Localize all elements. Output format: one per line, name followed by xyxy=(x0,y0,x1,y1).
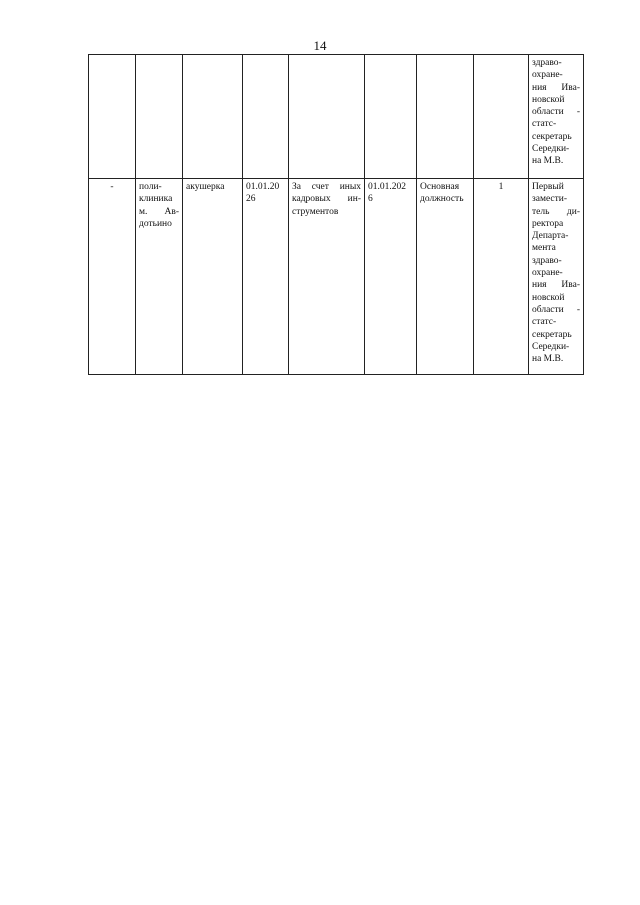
text-line: 26 xyxy=(246,194,256,205)
text-line: струментов xyxy=(292,206,339,217)
text-line: охране- xyxy=(532,70,563,81)
text-line: м. Ав- xyxy=(139,206,179,217)
text-line: новской xyxy=(532,292,565,303)
text-line: За счет иных xyxy=(292,182,361,192)
text-line: клиника xyxy=(139,194,173,205)
position-cell: акушерка xyxy=(183,179,243,375)
text-line: дотьино xyxy=(139,218,172,229)
count-cell xyxy=(474,55,529,179)
table-row xyxy=(89,55,584,179)
text-line: ния Ива- xyxy=(532,280,580,291)
text-line: должность xyxy=(420,194,464,205)
text-line: Первый xyxy=(532,182,564,192)
position-cell xyxy=(183,55,243,179)
table-row xyxy=(89,179,584,375)
text-line: 6 xyxy=(368,194,373,205)
text-line: 01.01.20 xyxy=(246,182,280,192)
text-line: Середки- xyxy=(532,341,570,352)
count-cell: 1 xyxy=(474,179,529,375)
text-line: статс- xyxy=(532,317,557,328)
text-line: замести- xyxy=(532,194,568,205)
staffing-table xyxy=(88,54,584,375)
text-line: мента xyxy=(532,243,556,254)
responsible-cell xyxy=(529,55,584,179)
end-date-cell xyxy=(365,179,417,375)
end-date-cell xyxy=(365,55,417,179)
text-line: области - xyxy=(532,107,580,118)
text-line: здраво- xyxy=(532,58,562,68)
text-line: ректора xyxy=(532,218,564,229)
text-line: ния Ива- xyxy=(532,82,580,93)
number-cell: - xyxy=(89,179,136,375)
text-line: охране- xyxy=(532,268,563,279)
text-line: секретарь xyxy=(532,131,572,142)
text-line: 01.01.202 xyxy=(368,182,406,192)
text-line: на М.В. xyxy=(532,156,564,167)
page-number: 14 xyxy=(313,38,327,53)
text-line: поли- xyxy=(139,182,162,192)
text-line: области - xyxy=(532,304,580,315)
funding-source-cell xyxy=(289,179,365,375)
responsible-cell xyxy=(529,179,584,375)
institution-cell xyxy=(136,179,183,375)
text-line: здраво- xyxy=(532,255,562,266)
institution-cell xyxy=(136,55,183,179)
text-line: статс- xyxy=(532,119,557,130)
text-line: на М.В. xyxy=(532,354,564,365)
text-line: Основная xyxy=(420,182,460,192)
text-line: Середки- xyxy=(532,144,570,155)
text-line: секретарь xyxy=(532,329,572,340)
text-line: кадровых ин- xyxy=(292,194,361,205)
employment-type-cell xyxy=(417,55,474,179)
start-date-cell xyxy=(243,55,289,179)
number-cell xyxy=(89,55,136,179)
employment-type-cell xyxy=(417,179,474,375)
text-line: новской xyxy=(532,94,565,105)
text-line: тель ди- xyxy=(532,206,580,217)
start-date-cell xyxy=(243,179,289,375)
text-line: Департа- xyxy=(532,231,569,242)
funding-source-cell xyxy=(289,55,365,179)
